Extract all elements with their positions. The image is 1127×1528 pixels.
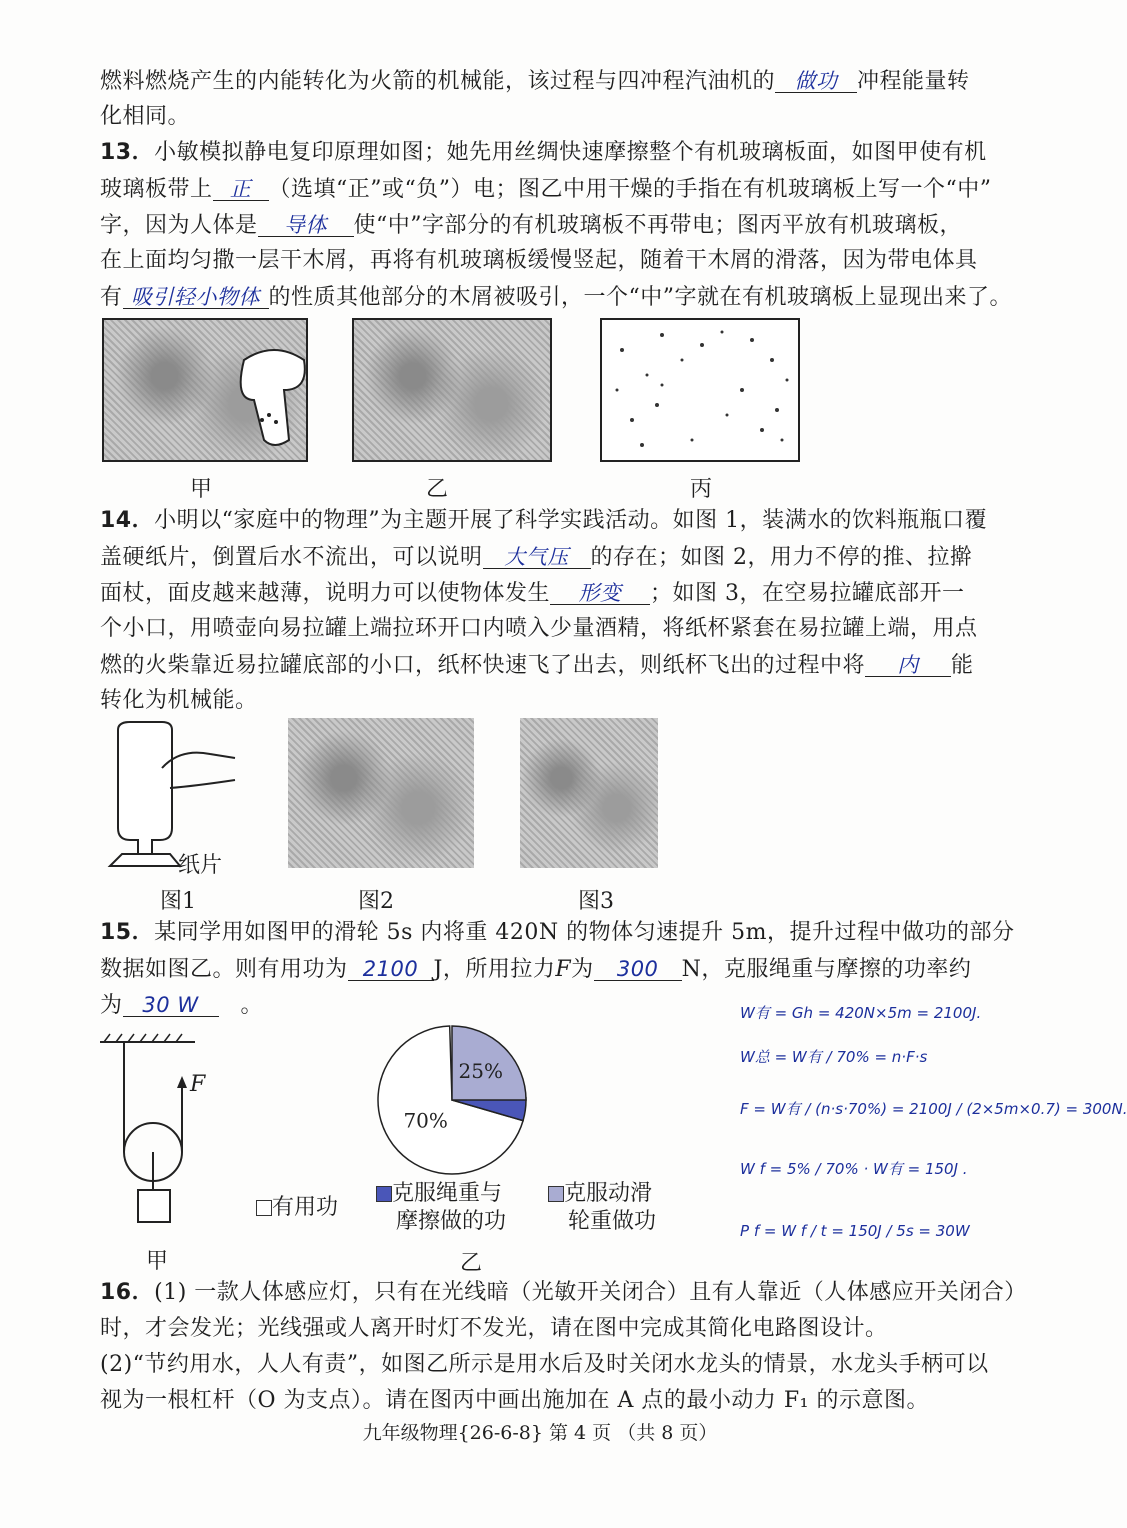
q16-number: 16． bbox=[100, 1280, 155, 1305]
q13-figure-bing bbox=[600, 318, 800, 462]
q12-answer-blank bbox=[775, 66, 857, 93]
pie-label-2: 25% bbox=[458, 1059, 504, 1084]
q13-answer-2: 导体 bbox=[284, 213, 328, 237]
pie-label-0: 70% bbox=[403, 1108, 448, 1133]
q15-text-3b: 。 bbox=[240, 993, 264, 1018]
q12-line-1 bbox=[100, 66, 970, 97]
q14-text-2b: 的存在；如图 2，用力不停的推、拉擀 bbox=[590, 545, 973, 570]
legend-label-useful: 有用功 bbox=[272, 1195, 339, 1220]
q14-blank-1 bbox=[483, 542, 591, 569]
q15-text-1: 某同学用如图甲的滑轮 5s 内将重 420N 的物体匀速提升 5m，提升过程中做功的部分 bbox=[154, 920, 1015, 945]
q13-line-2 bbox=[100, 174, 992, 205]
q14-number: 14． bbox=[100, 508, 155, 533]
q14-blank-2 bbox=[550, 578, 650, 605]
q14-text-5a: 燃的火柴靠近易拉罐底部的小口，纸杯快速飞了出去，则纸杯飞出的过程中将 bbox=[100, 653, 866, 678]
pulley-figure bbox=[100, 1032, 220, 1232]
q13-caption-yi: 乙 bbox=[426, 477, 449, 502]
q14-figure-3 bbox=[520, 718, 658, 868]
q14-figure-1 bbox=[100, 718, 240, 878]
q15-caption-jia: 甲 bbox=[146, 1249, 169, 1274]
q13-blank-3 bbox=[123, 282, 269, 309]
q15-line-1 bbox=[100, 918, 1014, 948]
q14-caption-1: 图1 bbox=[160, 889, 196, 914]
q14-text-5b: 能 bbox=[951, 653, 974, 678]
calc-total-work: W总 = W有 / 70% = n·F·s bbox=[740, 1048, 928, 1066]
q14-answer-2: 形变 bbox=[578, 581, 622, 605]
calc-useful-work: W有 = Gh = 420N×5m = 2100J. bbox=[740, 1004, 982, 1022]
movable-pulley-icon bbox=[100, 1032, 220, 1232]
q14-figure-2 bbox=[288, 718, 474, 868]
q12-text-post: 冲程能量转 bbox=[857, 69, 970, 94]
q14-caption-2: 图2 bbox=[358, 889, 394, 914]
wood-shavings-icon bbox=[602, 320, 798, 460]
q13-blank-2 bbox=[258, 210, 354, 237]
q14-blank-3 bbox=[865, 650, 951, 677]
legend-label-friction-1: 克服绳重与 bbox=[392, 1181, 503, 1206]
q13-text-3b: 使“中”字部分的有机玻璃板不再带电；图丙平放有机玻璃板， bbox=[353, 213, 963, 238]
q14-answer-3: 内 bbox=[897, 653, 919, 677]
q15-blank-2 bbox=[594, 954, 682, 981]
q14-caption-3: 图3 bbox=[578, 889, 614, 914]
q15-text-2c: 为 bbox=[571, 957, 594, 982]
q13-text-5b: 的性质其他部分的木屑被吸引，一个“中”字就在有机玻璃板上显现出来了。 bbox=[268, 285, 1013, 310]
pie-chart-svg bbox=[372, 1020, 532, 1180]
q14-line-3 bbox=[100, 578, 965, 609]
q13-number: 13． bbox=[100, 140, 155, 165]
q14-answer-1: 大气压 bbox=[504, 545, 569, 569]
q15-answer-3: 30 W bbox=[142, 993, 199, 1017]
q13-line-1 bbox=[100, 138, 987, 168]
q16-line-1 bbox=[100, 1278, 1027, 1308]
calc-friction-power: P f = W f / t = 150J / 5s = 30W bbox=[740, 1222, 970, 1240]
q15-caption-yi: 乙 bbox=[460, 1251, 483, 1276]
paper-card-label: 纸片 bbox=[178, 853, 223, 878]
q14-text-3b: ；如图 3，在空易拉罐底部开一 bbox=[650, 581, 965, 606]
q12-text: 燃料燃烧产生的内能转化为火箭的机械能，该过程与四冲程汽油机的 bbox=[100, 69, 776, 94]
q13-line-3 bbox=[100, 210, 962, 241]
q13-answer-3: 吸引轻小物体 bbox=[131, 285, 261, 309]
q13-caption-jia: 甲 bbox=[190, 477, 213, 502]
q14-line-2 bbox=[100, 542, 973, 573]
q14-line-4: 个小口，用喷壶向易拉罐上端拉环开口内喷入少量酒精，将纸杯紧套在易拉罐上端，用点 bbox=[100, 616, 978, 641]
q13-text-1: 小敏模拟静电复印原理如图；她先用丝绸快速摩擦整个有机玻璃板面，如图甲使有机 bbox=[154, 140, 987, 165]
silk-cloth-icon bbox=[104, 320, 306, 460]
q14-line-5 bbox=[100, 650, 974, 681]
q14-text-3a: 面杖，面皮越来越薄，说明力可以使物体发生 bbox=[100, 581, 551, 606]
q13-line-5 bbox=[100, 282, 1012, 313]
legend-label-friction-2: 摩擦做的功 bbox=[396, 1209, 507, 1234]
q16-text-1: (1) 一款人体感应灯，只有在光线暗（光敏开关闭合）且有人靠近（人体感应开关闭合） bbox=[154, 1280, 1027, 1305]
q16-line-4: 视为一根杠杆（O 为支点）。请在图丙中画出施加在 A 点的最小动力 F₁ 的示意图。 bbox=[100, 1388, 929, 1413]
q15-answer-2: 300 bbox=[616, 957, 659, 981]
legend-swatch-dark-blue bbox=[376, 1186, 392, 1202]
q15-blank-1 bbox=[348, 954, 434, 981]
q15-text-3a: 为 bbox=[100, 993, 123, 1018]
q15-answer-1: 2100 bbox=[362, 957, 419, 981]
q13-text-5a: 有 bbox=[100, 285, 123, 310]
q13-text-2b: （选填“正”或“负”）电；图乙中用干燥的手指在有机玻璃板上写一个“中” bbox=[268, 177, 992, 202]
q15-line-2 bbox=[100, 954, 971, 985]
legend-swatch-white bbox=[256, 1200, 272, 1216]
legend-label-pulley-1: 克服动滑 bbox=[564, 1181, 653, 1206]
calc-force: F = W有 / (n·s·70%) = 2100J / (2×5m×0.7) = 300N. bbox=[740, 1100, 1127, 1118]
legend-pulley-work bbox=[548, 1180, 656, 1236]
q15-text-2b: J，所用拉力 bbox=[433, 957, 556, 982]
q14-text-1: 小明以“家庭中的物理”为主题开展了科学实践活动。如图 1，装满水的饮料瓶瓶口覆 bbox=[154, 508, 988, 533]
force-F-label: F bbox=[190, 1072, 206, 1097]
q13-text-3a: 字，因为人体是 bbox=[100, 213, 258, 238]
q16-line-2: 时，才会发光；光线强或人离开时灯不发光，请在图中完成其简化电路图设计。 bbox=[100, 1316, 888, 1341]
q13-figure-jia bbox=[102, 318, 308, 462]
legend-friction-work bbox=[376, 1180, 506, 1236]
legend-swatch-light-blue bbox=[548, 1186, 564, 1202]
work-pie-chart bbox=[372, 1020, 532, 1180]
legend-useful-work bbox=[256, 1194, 338, 1222]
q12-handwritten-answer: 做功 bbox=[794, 69, 838, 93]
q13-answer-1: 正 bbox=[229, 177, 252, 201]
q15-force-symbol: F bbox=[555, 957, 572, 982]
q13-figure-yi bbox=[352, 318, 552, 462]
calc-friction-work: W f = 5% / 70% · W有 = 150J . bbox=[740, 1160, 968, 1178]
q14-text-2a: 盖硬纸片，倒置后水不流出，可以说明 bbox=[100, 545, 483, 570]
q13-text-2a: 玻璃板带上 bbox=[100, 177, 213, 202]
q15-number: 15． bbox=[100, 920, 155, 945]
q15-line-3 bbox=[100, 990, 263, 1021]
q13-blank-1 bbox=[213, 174, 269, 201]
q12-line-2: 化相同。 bbox=[100, 104, 191, 129]
q14-line-6: 转化为机械能。 bbox=[100, 688, 258, 713]
q16-line-3: (2)“节约用水，人人有责”，如图乙所示是用水后及时关闭水龙头的情景，水龙头手柄可以 bbox=[100, 1352, 989, 1377]
page-footer: 九年级物理{26-6-8} 第 4 页 （共 8 页） bbox=[362, 1422, 718, 1444]
q13-caption-bing: 丙 bbox=[690, 477, 713, 502]
q15-blank-3 bbox=[123, 990, 219, 1017]
q14-line-1 bbox=[100, 506, 987, 536]
q13-line-4: 在上面均匀撒一层干木屑，再将有机玻璃板缓慢竖起，随着干木屑的滑落，因为带电体具 bbox=[100, 248, 978, 273]
q15-text-2a: 数据如图乙。则有用功为 bbox=[100, 957, 348, 982]
q15-text-2d: N，克服绳重与摩擦的功率约 bbox=[681, 957, 972, 982]
legend-label-pulley-2: 轮重做功 bbox=[568, 1209, 657, 1234]
